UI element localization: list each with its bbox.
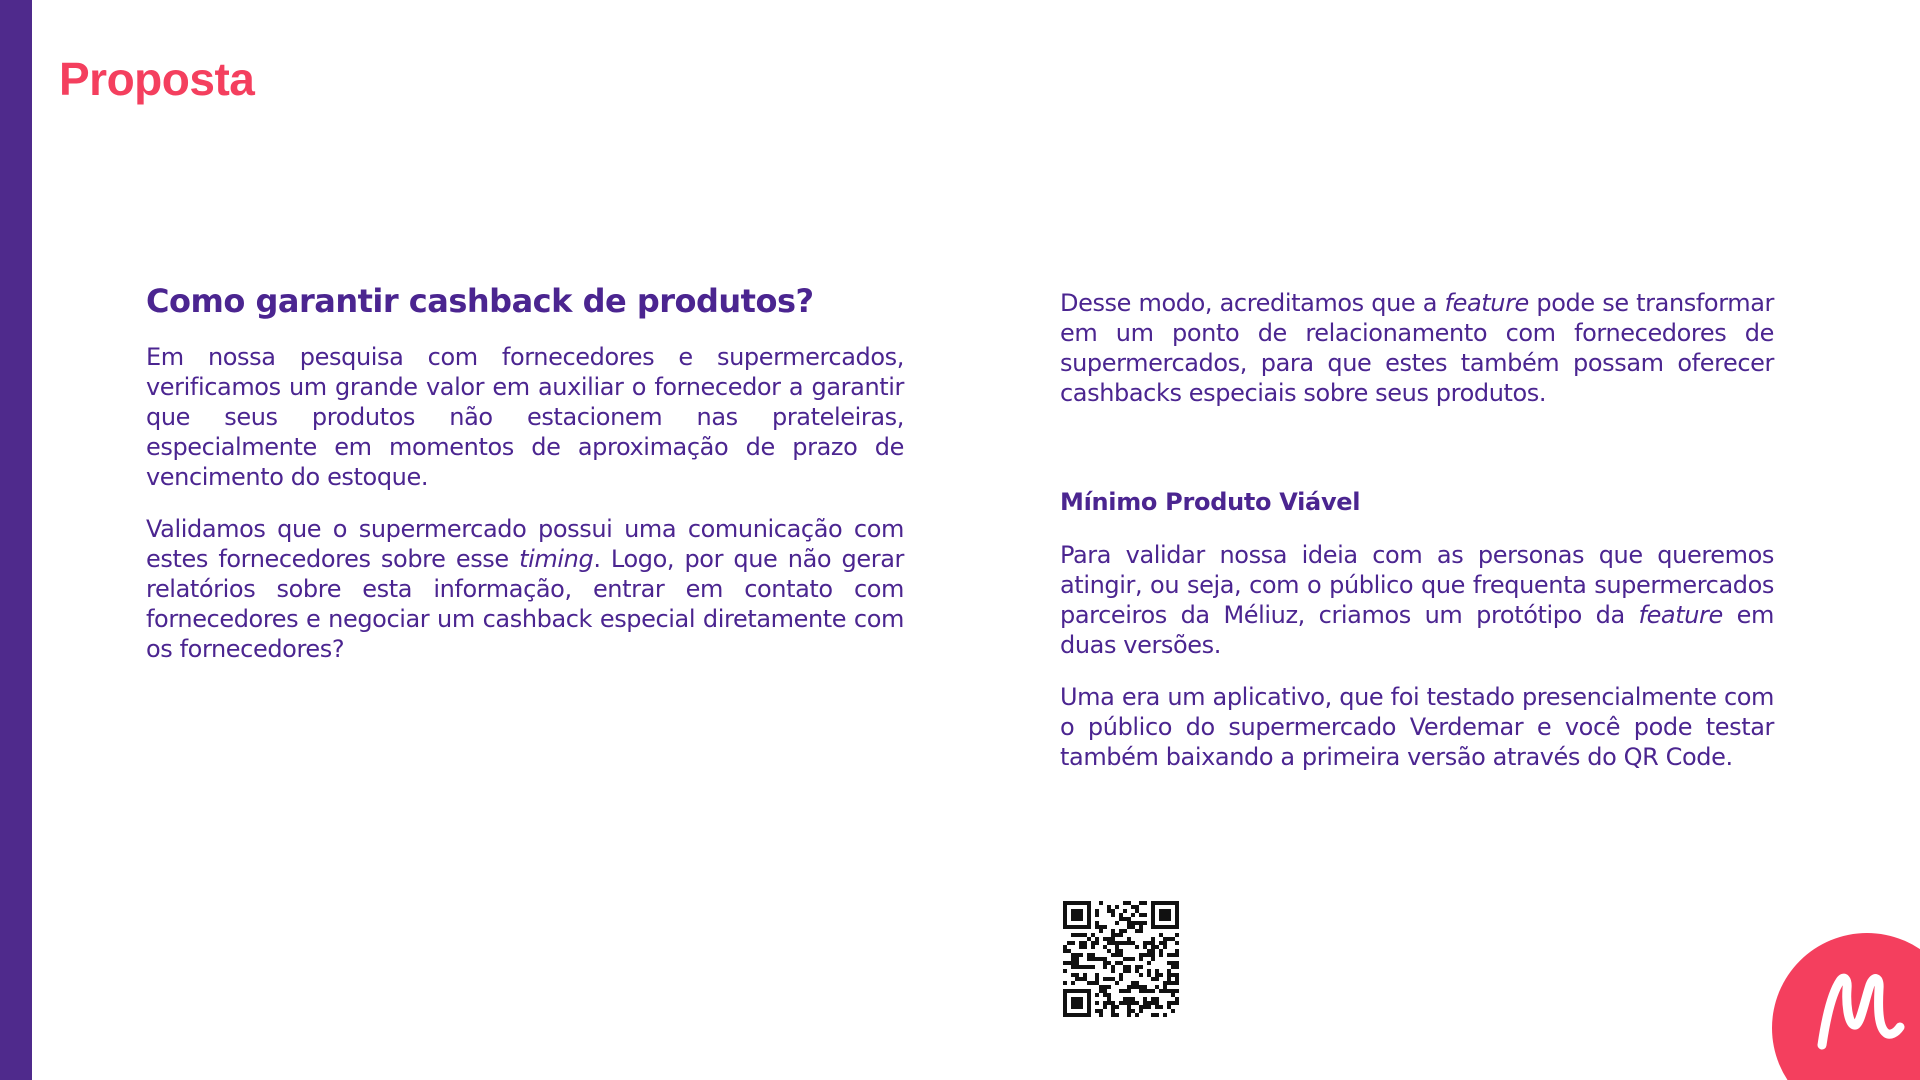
- side-accent-bar: [0, 0, 32, 1080]
- qr-code-icon[interactable]: [1060, 898, 1182, 1020]
- mvp-heading: Mínimo Produto Viável: [1060, 488, 1361, 516]
- emphasis-feature-2: feature: [1638, 601, 1723, 629]
- emphasis-timing: timing: [519, 545, 594, 573]
- right-paragraph-2: Para validar nossa ideia com as personas que queremos atingir, ou seja, com o público que frequenta supermercados parceiros da Méliuz, criamos um protótipo da feature em duas versões.: [1060, 541, 1774, 659]
- left-paragraph-1: Em nossa pesquisa com fornecedores e supermercados, verificamos um grande valor em auxiliar o fornecedor a garantir que seus produtos não estacionem nas prateleiras, especialmente em momentos de aproximação de prazo de vencimento do estoque.: [146, 343, 904, 491]
- section-heading: Como garantir cashback de produtos?: [146, 282, 814, 320]
- left-column: [146, 282, 904, 686]
- right-paragraph-3: Uma era um aplicativo, que foi testado presencialmente com o público do supermercado Verdemar e você pode testar também baixando a primeira versão através do QR Code.: [1060, 683, 1774, 771]
- left-paragraph-2: Validamos que o supermercado possui uma comunicação com estes fornecedores sobre esse timing. Logo, por que não gerar relatórios sobre esta informação, entrar em contato com fornecedores e negociar um cashback especial diretamente com os fornecedores?: [146, 515, 904, 663]
- right-paragraph-1: Desse modo, acreditamos que a feature pode se transformar em um ponto de relacionamento com fornecedores de supermercados, para que estes também possam oferecer cashbacks especiais sobre seus produtos.: [1060, 289, 1774, 407]
- right-column: [1060, 288, 1774, 794]
- emphasis-feature: feature: [1444, 289, 1529, 317]
- meliuz-logo-icon: [1772, 933, 1920, 1080]
- page-title: Proposta: [59, 53, 255, 105]
